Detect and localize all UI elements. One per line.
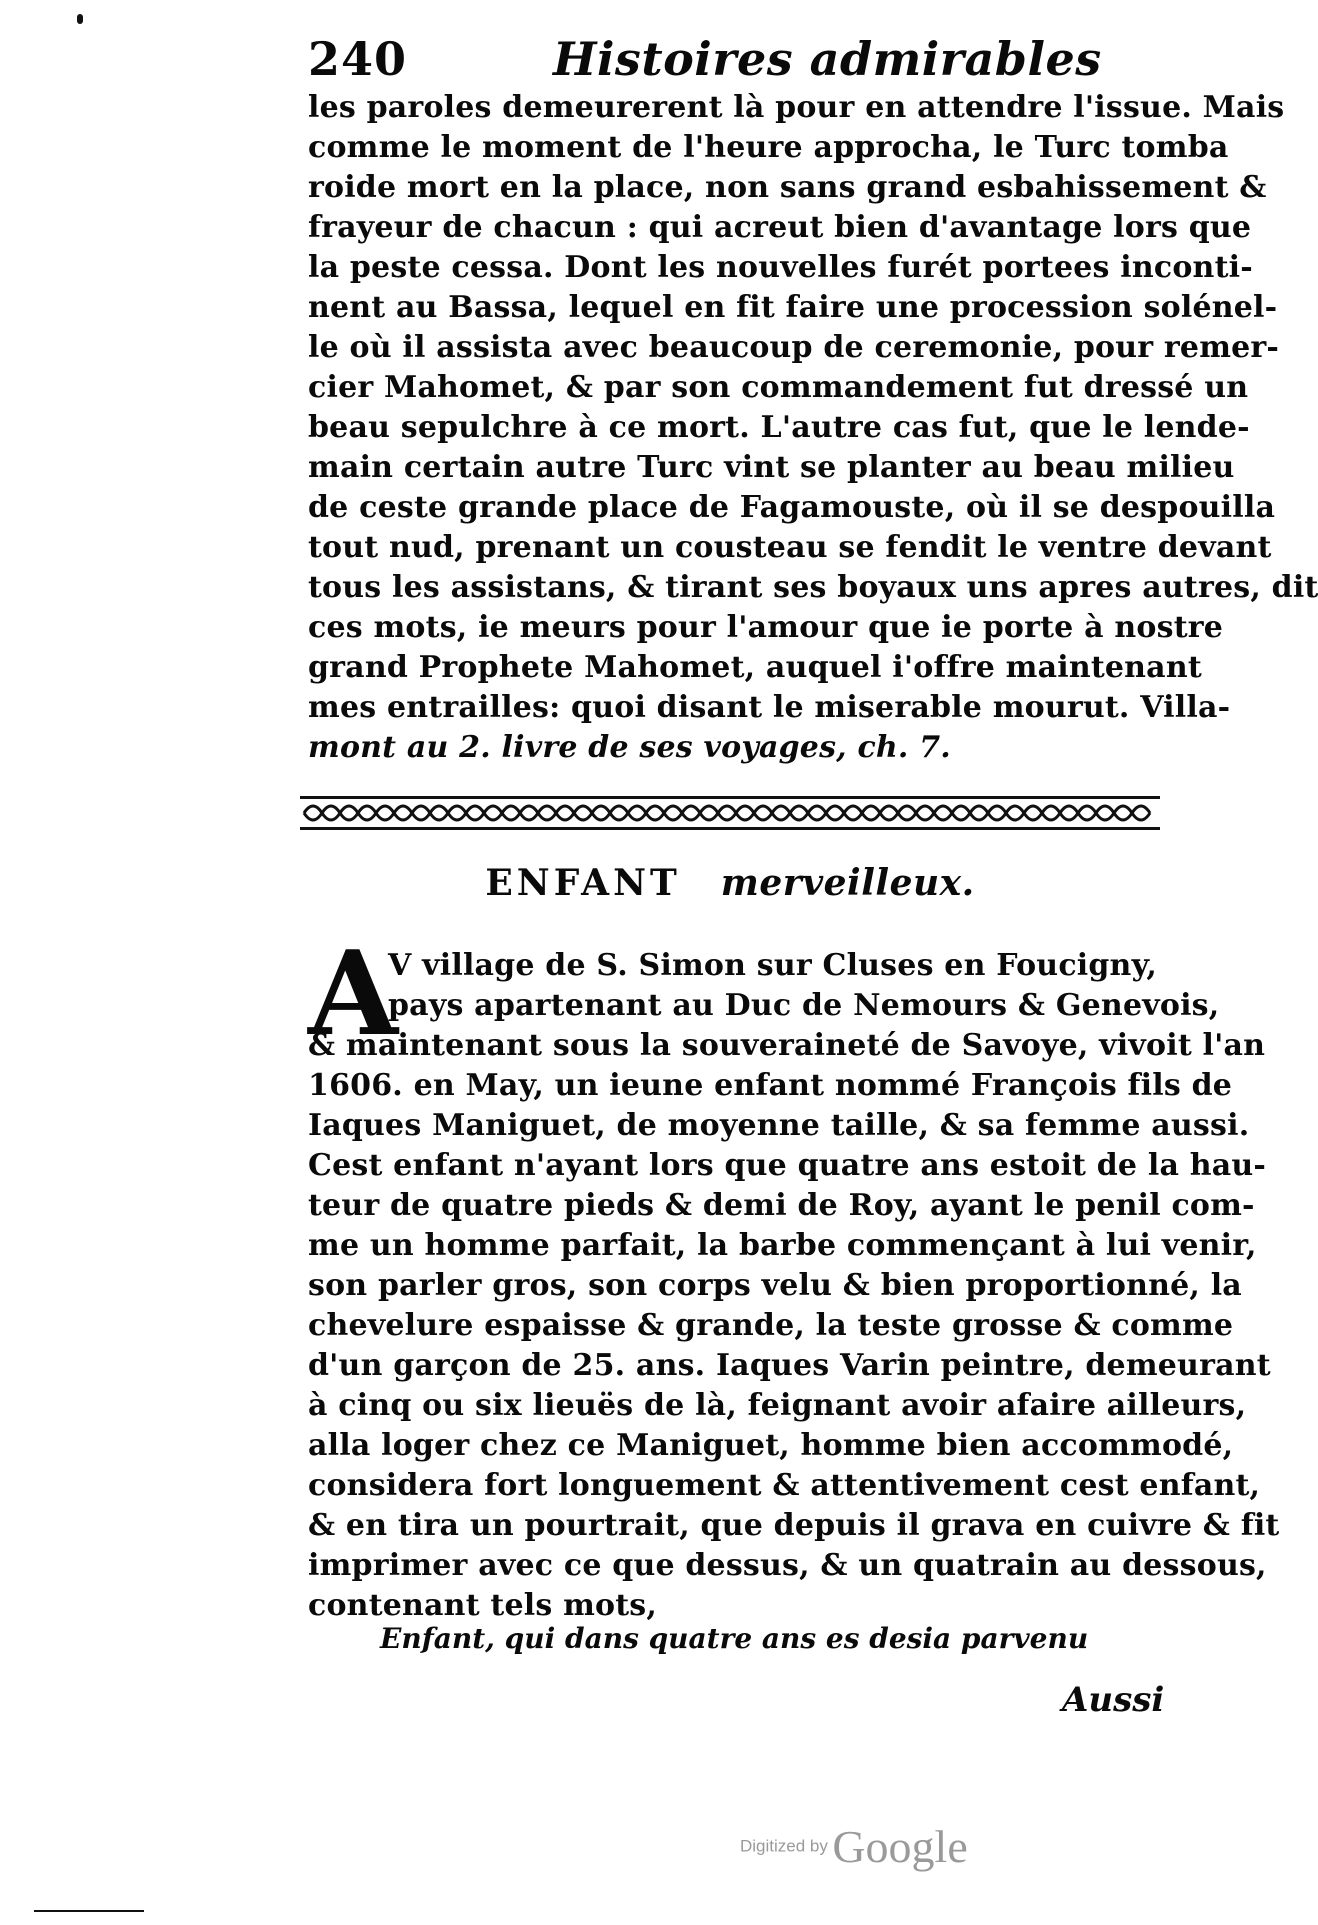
- watermark-prefix: Digitized by: [740, 1836, 828, 1856]
- text-line: roide mort en la place, non sans grand esbahissement &: [308, 170, 1267, 205]
- section-title: [300, 862, 1160, 904]
- text-line: main certain autre Turc vint se planter au beau milieu: [308, 450, 1235, 485]
- section-title-part1: ENFANT: [485, 862, 681, 904]
- page-number: 240: [308, 32, 408, 86]
- text-line: teur de quatre pieds & demi de Roy, ayant le penil com-: [308, 1188, 1255, 1223]
- text-line: tout nud, prenant un cousteau se fendit le ventre devant: [308, 530, 1272, 565]
- text-line: & en tira un pourtrait, que depuis il grava en cuivre & fit: [308, 1508, 1280, 1543]
- text-line: mes entrailles: quoi disant le miserable mourut. Villa-: [308, 690, 1231, 725]
- verse-line: Enfant, qui dans quatre ans es desia parvenu: [380, 1622, 1089, 1655]
- text-line: son parler gros, son corps velu & bien proportionné, la: [308, 1268, 1242, 1303]
- text-line: d'un garçon de 25. ans. Iaques Varin peintre, demeurant: [308, 1348, 1271, 1383]
- stray-mark-bottom-left: [34, 1910, 144, 1912]
- text-line: considera fort longuement & attentivement cest enfant,: [308, 1468, 1261, 1503]
- google-logo: Google: [832, 1821, 968, 1872]
- citation-line: mont au 2. livre de ses voyages, ch. 7.: [308, 730, 951, 765]
- digitization-watermark: [740, 1820, 968, 1873]
- stray-mark-top-left: [77, 14, 83, 24]
- text-line: alla loger chez ce Maniguet, homme bien accommodé,: [308, 1428, 1234, 1463]
- text-line: cier Mahomet, & par son commandement fut dressé un: [308, 370, 1249, 405]
- text-line: 1606. en May, un ieune enfant nommé François fils de: [308, 1068, 1233, 1103]
- text-line: contenant tels mots,: [308, 1588, 658, 1623]
- body-text-upper: [308, 88, 1318, 768]
- body-text-lower: [308, 946, 1280, 1626]
- page-header: [308, 28, 1178, 88]
- text-line: imprimer avec ce que dessus, & un quatrain au dessous,: [308, 1548, 1267, 1583]
- running-title: Histoires admirables: [553, 32, 1102, 86]
- text-line: nent au Bassa, lequel en fit faire une procession solénel-: [308, 290, 1278, 325]
- text-line: V village de S. Simon sur Cluses en Foucigny,: [388, 948, 1157, 983]
- decorative-ornament-band: [300, 794, 1160, 832]
- text-line: ces mots, ie meurs pour l'amour que ie porte à nostre: [308, 610, 1224, 645]
- text-line: Iaques Maniguet, de moyenne taille, & sa femme aussi.: [308, 1108, 1250, 1143]
- text-line: Cest enfant n'ayant lors que quatre ans estoit de la hau-: [308, 1148, 1267, 1183]
- text-line: de ceste grande place de Fagamouste, où il se despouilla: [308, 490, 1276, 525]
- text-line: grand Prophete Mahomet, auquel i'offre maintenant: [308, 650, 1202, 685]
- text-line: & maintenant sous la souveraineté de Savoye, vivoit l'an: [308, 1028, 1266, 1063]
- text-line: à cinq ou six lieuës de là, feignant avoir afaire ailleurs,: [308, 1388, 1247, 1423]
- text-line: frayeur de chacun : qui acreut bien d'avantage lors que: [308, 210, 1252, 245]
- text-line: pays apartenant au Duc de Nemours & Genevois,: [388, 988, 1220, 1023]
- section-title-part2: merveilleux.: [720, 862, 975, 904]
- text-line: tous les assistans, & tirant ses boyaux uns apres autres, dit: [308, 570, 1318, 605]
- text-line: les paroles demeurerent là pour en attendre l'issue. Mais: [308, 90, 1285, 125]
- text-line: la peste cessa. Dont les nouvelles furét portees inconti-: [308, 250, 1253, 285]
- text-line: le où il assista avec beaucoup de ceremonie, pour remer-: [308, 330, 1280, 365]
- text-line: me un homme parfait, la barbe commençant à lui venir,: [308, 1228, 1257, 1263]
- text-line: comme le moment de l'heure approcha, le Turc tomba: [308, 130, 1229, 165]
- catchword: Aussi: [1062, 1680, 1165, 1720]
- text-line: beau sepulchre à ce mort. L'autre cas fut, que le lende-: [308, 410, 1250, 445]
- text-line: chevelure espaisse & grande, la teste grosse & comme: [308, 1308, 1234, 1343]
- drop-cap: A: [308, 926, 399, 1062]
